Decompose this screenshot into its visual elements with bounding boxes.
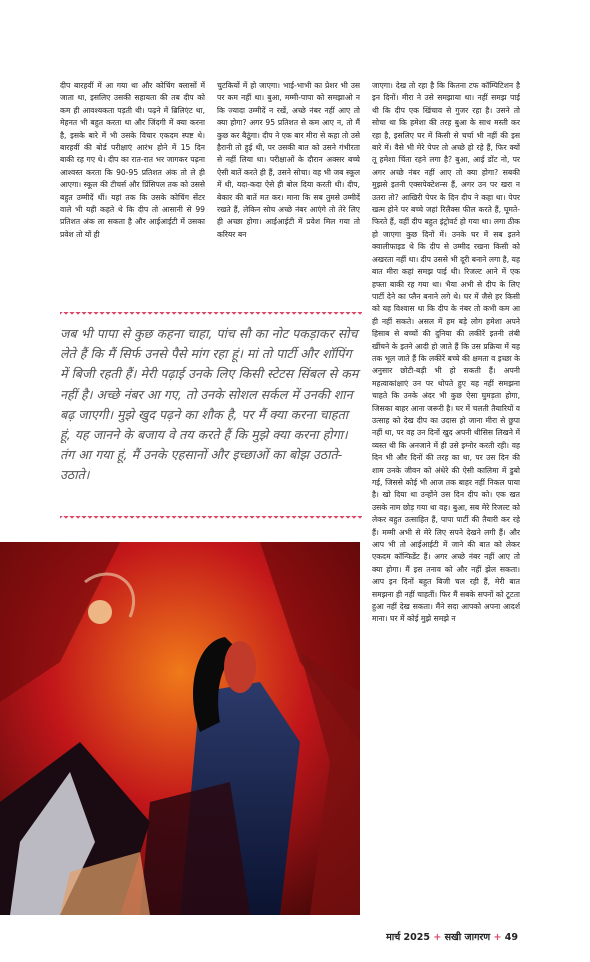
pull-quote — [60, 312, 362, 522]
separator: + — [433, 932, 442, 943]
separator: + — [493, 932, 502, 943]
column-text: दीप बारहवीं में आ गया था और कोचिंग क्लासों में जाता था, इसलिए उसकी सहायता की तब दीप को कम ही आवश्यकता पड़ती थी। पढ़ने में ब्रिलिएंट था, मेहनत भी बहुत करता था और जिंदगी में क्या करना है, इसके बारे में भी उसके विचार एकदम स्पष्ट थे। बारहवीं की बोर्ड परीक्षाएं आरंभ होने में 15 दिन बाकी रह गए थे। दीप का रात-रात भर जागकर पढ़ना आश्वस्त करता कि 90-95 प्रतिशत अंक तो ले ही आएगा। स्कूल की टीचर्स और प्रिंसिपल तक को उससे बहुत उम्मीदें थीं। यहां तक कि उसके कोचिंग सेंटर वाले भी यही कहते थे कि दीप तो आसानी से 99 प्रतिशत अंक ला सकता है और आईआईटी में उसका प्रवेश तो यों ही — [60, 81, 205, 239]
decorative-border-top — [60, 312, 362, 318]
article-column-1 — [60, 80, 205, 302]
article-column-3 — [372, 80, 520, 915]
magazine-name: सखी जागरण — [444, 932, 491, 943]
page-footer — [386, 930, 518, 943]
page-number: 49 — [504, 932, 518, 943]
column-text: जाएगा। देख तो रहा है कि कितना टफ कॉम्पिटिशन है इन दिनों। मीरा ने उसे समझाया था। नहीं समझ पाई थी कि दीप एक खिंचाव से गुजर रहा है। उसने तो सोचा था कि हमेशा की तरह बुआ के साथ मस्ती कर रहा है, इसलिए घर में किसी से चर्चा भी नहीं की इस बारे में। वैसे भी मेरे पेपर तो अच्छे हो रहे हैं, फिर क्यों तू हमेशा चिंता रहने लगा है? बुआ, आई डोंट नो, पर अगर अच्छे नंबर नहीं आए तो क्या होगा? सबकी मुझसे इतनी एक्सपेक्टेशन्स हैं, अगर उन पर खरा न उतरा तो? आखिरी पेपर के दिन दीप ने कहा था। पेपर खत्म होने पर बच्चे जहां रिलैक्स फील करते हैं, घूमते-फिरते हैं, वहीं दीप बहुत इंट्रोवर्ट हो गया था। लगा ठीक हो जाएगा कुछ दिनों में। उनके घर में सब इतने क्वालीफाइड थे कि दीप से उम्मीद रखना किसी को अखरता नहीं था। दीप उससे भी दूरी बनाने लगा है, यह बात मीरा कहां समझ पाई थी। रिजल्ट आने में एक हफ्ता बाकी रह गया था। भैया अभी से दीप के लिए पार्टी देने का प्लैन बनाने लगे थे। घर में जैसे हर किसी को यह विश्वास था कि दीप के नंबर तो कभी कम आ ही नहीं सकते। असल में हम बड़े लोग हमेशा अपने हिसाब से बच्चों की दुनिया की लकीरें इतनी लंबी खींचने के इतने आदी हो जाते हैं कि उस प्रक्रिया में यह तक भूल जाते हैं कि लकीरें बच्चे की क्षमता व इच्छा के अनुसार छोटी-बड़ी भी हो सकती हैं। अपनी महत्वाकांक्षाएं उन पर थोपते हुए यह नहीं समझना चाहते कि उनके अंदर भी कुछ ऐसा घुमड़ता होगा, जिसका बाहर आना जरूरी है। घर में चलती तैयारियों व उत्साह को देख दीप का उदास हो जाना मीरा से छुपा नहीं था, पर वह उन दिनों खुद अपनी थीसिस लिखने में व्यस्त थी कि अनजाने में ही उसे इग्नोर करती रही। वह दिन भी और दिनों की तरह का था, पर उस दिन की शाम उनके जीवन को अंधेरे की ऐसी कालिमा में डुबो गई, जिससे कोई भी आज तक बाहर नहीं निकल पाया है। खो दिया था उन्होंने उस दिन दीप को। एक खत उसके नाम छोड़ गया था वह। बुआ, सब मेरे रिजल्ट को लेकर बहुत उत्साहित हैं, पापा पार्टी की तैयारी कर रहे हैं। मम्मी अभी से मेरे लिए सपने देखने लगी हैं। और आप भी तो आईआईटी में जाने की बात को लेकर एकदम कॉन्फिडेंट हैं। अगर अच्छे नंबर नहीं आए तो क्या होगा। मैं इस तनाव को और नहीं झेल सकता। आप इन दिनों बहुत बिजी चल रही हैं, मेरी बात समझना ही नहीं चाहतीं। फिर मैं सबके सपनों को टूटता हुआ नहीं देख सकता। मैंने सदा आपको अपना आदर्श माना। घर में कोई मुझे समझे न — [372, 81, 520, 624]
decorative-border-bottom — [60, 516, 362, 522]
article-column-2 — [217, 80, 360, 302]
column-text: चुटकियों में हो जाएगा। भाई-भाभी का प्रेशर भी उस पर कम नहीं था। बुआ, मम्मी-पापा को समझाओ न कि ज्यादा उम्मीदें न रखें, अच्छे नंबर नहीं आए तो क्या होगा? अगर 95 प्रतिशत से कम आए न, तो मैं कुछ कर बैठूंगा। दीप ने एक बार मीरा से कहा तो उसे हैरानी तो हुई थी, पर उसकी बात को उसने गंभीरता से नहीं लिया था। परीक्षाओं के दौरान अक्सर बच्चे ऐसी बातें करते ही हैं, उसने सोचा। वह भी जब स्कूल में थी, यदा-कदा ऐसे ही बोल दिया करती थी। दीप, बेकार की बातें मत कर। माना कि सब तुमसे उम्मीदें रखते हैं, लेकिन सोच अच्छे नंबर आएंगे तो तेरे लिए ही अच्छा होगा। आईआईटी में प्रवेश मिल गया तो करियर बन — [217, 81, 360, 239]
issue-month: मार्च 2025 — [386, 932, 430, 943]
painting-illustration — [0, 542, 360, 915]
painting-image — [0, 542, 360, 915]
pull-quote-text: जब भी पापा से कुछ कहना चाहा, पांच सौ का नोट पकड़ाकर सोच लेते हैं कि मैं सिर्फ उनसे पैसे मांग रहा हूं। मां तो पार्टी और शॉपिंग में बिजी रहती हैं। मेरी पढ़ाई उनके लिए किसी स्टेटस सिंबल से कम नहीं है। अच्छे नंबर आ गए, तो उनके सोशल सर्कल में उनकी शान बढ़ जाएगी। मुझे खुद पढ़ने का शौक है, पर मैं क्या करना चाहता हूं, यह जानने के बजाय वे तय करते हैं कि मुझे क्या करना होगा। तंग आ गया हूं, मैं उनके एहसानों और इच्छाओं का बोझ उठाते-उठाते। — [60, 326, 359, 483]
